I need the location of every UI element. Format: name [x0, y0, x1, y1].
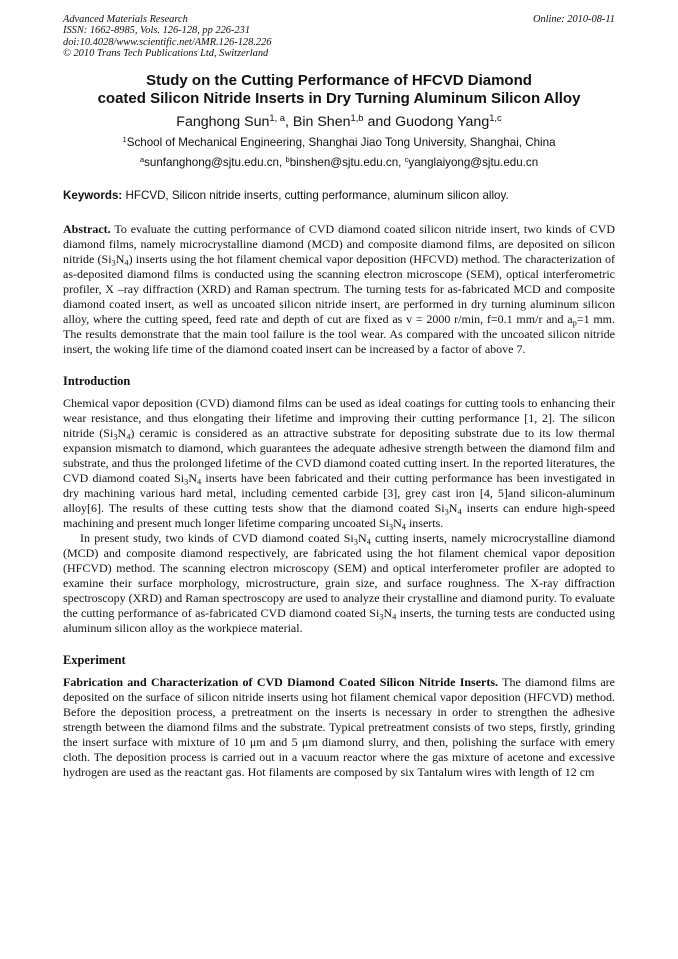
introduction-paragraph-2	[63, 531, 615, 636]
keywords-label: Keywords:	[63, 189, 123, 203]
abstract-label: Abstract.	[63, 222, 111, 237]
subscript: 3	[184, 477, 189, 487]
keywords	[63, 189, 615, 203]
email-sup: c	[404, 154, 409, 164]
body-text: inserts can endure high-speed machining and present much longer lifetime comparing uncoated Si	[63, 501, 615, 531]
introduction-heading: Introduction	[63, 374, 131, 389]
paper-title	[63, 72, 615, 107]
author-name: Bin Shen	[292, 114, 351, 131]
introduction-paragraph-1	[63, 396, 615, 531]
affiliation-text: School of Mechanical Engineering, Shanghai Jiao Tong University, Shanghai, China	[126, 136, 556, 150]
issn-line: ISSN: 1662-8985, Vols. 126-128, pp 226-231	[63, 25, 251, 37]
author-separator: ,	[285, 114, 293, 131]
email: sunfanghong@sjtu.edu.cn,	[144, 156, 286, 170]
author-sup: 1,c	[489, 113, 502, 124]
author-separator: and	[363, 114, 396, 131]
body-text: inserts have been fabricated and their cutting performance has been investigated in dry machining various hard metal, including cemented carbide [3], grey cast iron [4, 5]and silicon-aluminum alloy[6]. The results of these cutting tests show that the diamond coated Si	[63, 471, 616, 516]
subscript: 4	[401, 522, 406, 532]
body-text: In present study, two kinds of CVD diamond coated Si	[80, 531, 354, 546]
body-text: inserts, the turning tests are conducted using aluminum silicon alloy as the workpiece material.	[63, 606, 616, 636]
body-text: N	[357, 531, 367, 546]
subsection-heading: Fabrication and Characterization of CVD Diamond Coated Silicon Nitride Inserts.	[63, 675, 499, 690]
email-sup: b	[285, 154, 290, 164]
body-text: inserts.	[405, 516, 444, 531]
body-text: N	[393, 516, 402, 531]
author-name: Fanghong Sun	[176, 114, 270, 131]
subscript: 3	[388, 522, 394, 532]
email: yanglaiyong@sjtu.edu.cn	[408, 156, 539, 170]
email: binshen@sjtu.edu.cn,	[289, 156, 405, 170]
subscript: 4	[124, 258, 129, 268]
author-name: Guodong Yang	[395, 114, 490, 131]
copyright-line: © 2010 Trans Tech Publications Ltd, Switzerland	[63, 47, 269, 59]
online-date: Online: 2010-08-11	[532, 14, 615, 25]
keywords-text: HFCVD, Silicon nitride inserts, cutting performance, aluminum silicon alloy.	[122, 189, 509, 203]
subscript: 4	[366, 537, 371, 547]
subscript: 3	[379, 612, 384, 622]
author-sup: 1, a	[269, 113, 285, 124]
subscript: 3	[353, 537, 358, 547]
abstract	[63, 222, 615, 357]
affiliation	[63, 136, 615, 150]
journal-name: Advanced Materials Research	[63, 14, 188, 25]
title-line-1: Study on the Cutting Performance of HFCVD Diamond	[146, 72, 532, 90]
body-text: N	[117, 426, 127, 441]
body-text: N	[188, 471, 198, 486]
subscript: 4	[457, 507, 462, 517]
author-emails	[63, 156, 615, 170]
subscript: 3	[113, 432, 118, 442]
abstract-text: =1 mm. The results demonstrate that the main tool failure is the tool wear. As compared with the uncoated silicon nitride insert, the woking life time of the diamond coated insert can be increased by a factor of above 7.	[63, 312, 616, 357]
paper-page	[63, 14, 615, 780]
body-text: cutting inserts, namely microcrystalline diamond (MCD) and composite diamond respectively, are fabricated using the hot filament chemical vapor deposition (HFCVD) method. The scanning electron microscopy (SEM) and optical interferometer profiler are adopted to examine their surface morphology, microstructure, grain size, and surface roughness. The X-ray diffraction spectroscopy (XRD) and Raman spectroscopy are used to analyze their crystalline and diamond purity. To evaluate the cutting performance of as-fabricated CVD diamond coated Si	[63, 531, 615, 621]
experiment-heading: Experiment	[63, 653, 126, 668]
subscript: 3	[111, 258, 116, 268]
abstract-text: N	[115, 252, 125, 267]
abstract-text: ) inserts using the hot filament chemical vapor deposition (HFCVD) method. The characterization of as-deposited diamond films is conducted using the scanning electron microscope (SEM), optical interferometric profiler, X –ray diffraction (XRD) and Raman spectrum. The turning tests for as-fabricated MCD and composite diamond coated insert, as well as uncoated silicon nitride insert, are performed in dry turning aluminum silicon alloy, where the cutting speed, feed rate and depth of cut are fixed as v = 2000 r/min, f=0.1 mm/r and a	[63, 252, 615, 327]
experiment-paragraph	[63, 675, 615, 780]
body-text: N	[448, 501, 458, 516]
subscript: p	[572, 318, 577, 328]
body-text: Chemical vapor deposition (CVD) diamond films can be used as ideal coatings for cutting tools to enhancing their wear resistance, and thus elongating their lifetime and improving their cutting performance [1, 2]. The silicon nitride (Si	[63, 396, 615, 441]
subscript: 3	[444, 507, 449, 517]
body-text: ) ceramic is considered as an attractive substrate for depositing substrate due to its low thermal expansion mismatch to diamond, which guarantees the adequate adhesive strength between the diamond film and substrate, and thus the prolonged lifetime of the CVD diamond coated cutting insert. In the reported literatures, the CVD diamond coated Si	[63, 426, 616, 486]
subscript: 4	[392, 612, 397, 622]
author-sup: 1,b	[350, 113, 364, 124]
abstract-text: To evaluate the cutting performance of CVD diamond coated silicon nitride insert, two kinds of CVD diamond films, namely microcrystalline diamond (MCD) and composite diamond films, are deposited on silicon nitride (Si	[63, 222, 615, 267]
author-list	[63, 113, 615, 131]
affiliation-sup: 1	[122, 134, 127, 144]
subscript: 4	[126, 432, 131, 442]
email-sup: a	[139, 154, 145, 164]
title-line-2: coated Silicon Nitride Inserts in Dry Turning Aluminum Silicon Alloy	[97, 89, 581, 107]
body-text: The diamond films are deposited on the surface of silicon nitride inserts using hot filament chemical vapor deposition (HFCVD) method. Before the deposition process, a pretreatment on the inserts is necessary in order to strengthen the adhesive strength between the diamond films and the substrate. Typical pretreatment consists of two steps, firstly, grinding the insert surface with mixture of 10 μm and 5 μm diamond slurry, and then, polishing the surface with emery cloth. The deposition process is carried out in a vacuum reactor where the gas mixture of acetone and excessive hydrogen are used as the reactant gas. Hot filaments are composed by six Tantalum wires with length of 12 cm	[63, 675, 616, 780]
subscript: 4	[197, 477, 202, 487]
doi-line: doi:10.4028/www.scientific.net/AMR.126-128.226	[63, 36, 272, 48]
body-text: N	[383, 606, 393, 621]
journal-header	[63, 14, 615, 59]
